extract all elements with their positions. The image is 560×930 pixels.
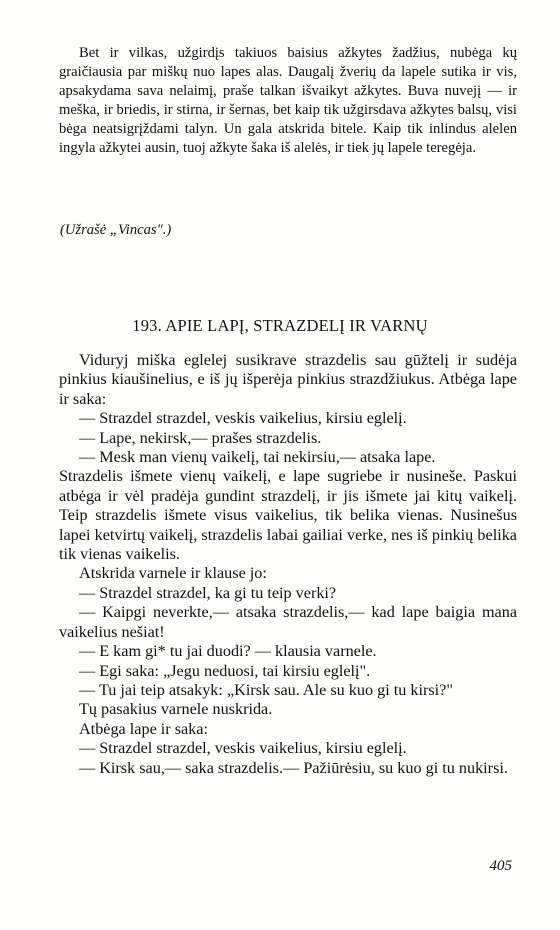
story-text-block [59, 351, 517, 778]
story-paragraph: Viduryj miška eglelej susikrave strazdelis sau gūžtelį ir sudėja pinkius kiaušinelius, e iš jų išperėja pinkius strazdžiukus. Atbėga lape ir saka: [59, 351, 517, 408]
story-dialogue-line: — Lape, nekirsk,— prašes strazdelis. [79, 428, 322, 447]
story-dialogue-line: — E kam gi* tu jai duodi? — klausia varnele. [79, 642, 377, 661]
story-title: 193. APIE LAPĮ, STRAZDELĮ IR VARNŲ [132, 316, 428, 335]
story-dialogue-line: — Strazdel strazdel, ka gi tu teip verki? [79, 583, 337, 602]
story-dialogue-line: — Tu jai teip atsakyk: „Kirsk sau. Ale su kuo gi tu kirsi?" [79, 680, 453, 699]
story-dialogue-line: — Mesk man vienų vaikelį, tai nekirsiu,— atsaka lape. [79, 448, 436, 467]
story-paragraph: Tų pasakius varnele nuskrida. [79, 700, 273, 719]
story-dialogue-line: — Kaipgi neverkte,— atsaka strazdelis,— kad lape baigia mana vaikelius nešiat! [59, 603, 517, 641]
page-number: 405 [489, 858, 512, 874]
story-paragraph: Atbėga lape ir saka: [79, 719, 208, 738]
intro-text-block [59, 44, 517, 159]
story-dialogue-line: — Strazdel strazdel, veskis vaikelius, kirsiu eglelį. [79, 409, 407, 428]
story-dialogue-line: — Strazdel strazdel, veskis vaikelius, kirsiu eglelį. [79, 739, 407, 758]
story-dialogue-line: — Kirsk sau,— saka strazdelis.— Pažiūrėsiu, su kuo gi tu nukirsi. [79, 758, 508, 777]
story-paragraph: Atskrida varnele ir klause jo: [79, 564, 267, 583]
story-paragraph: Strazdelis išmete vienų vaikelį, e lape sugriebe ir nusineše. Paskui atbėga ir vėl pradėja gundint strazdelį, ir jis išmete jai kitų vaikelį. Teip strazdelis išmete visus vaikelius, tik belika vienas. Nusinešus lapei ketvirtų vaikelį, strazdelis labai gailiai verke, nes iš pinkių belika tik vienas vaikelis. [59, 467, 517, 564]
intro-paragraph: Bet ir vilkas, užgirdįs takiuos baisius ažkytes žadžius, nubėga kų graičiausia par miškų nuo lapes alas. Daugalį žverių da lapele sutika ir vis, apsakydama sava nelaimį, praše talkan išvaikyt ažkytes. Buva nuvejį — ir meška, ir briedis, ir stirna, ir šernas, bet kaip tik užgirsdava ažkytes balsų, visi bėga neatsigrįždami talyn. Un gala atskrida bitele. Kaip tik inlindus alelen ingyla ažkytei ausin, tuoj ažkyte šaka iš alelės, ir tiek jų lapele teregėja. [59, 45, 517, 157]
story-dialogue-line: — Egi saka: „Jegu neduosi, tai kirsiu eglelį". [79, 661, 371, 680]
source-note: (Užrašė „Vincas".) [60, 222, 172, 238]
